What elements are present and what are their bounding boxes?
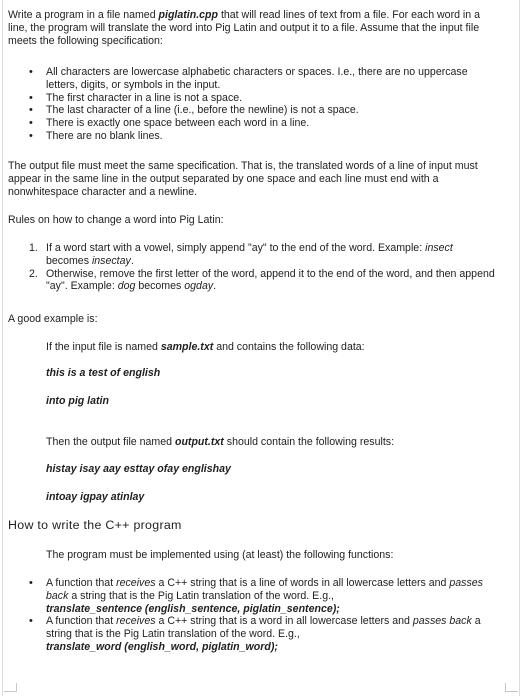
corner-mark-right: [505, 683, 518, 692]
intro-text-2: that will read lines of text from a file. For each word in a line, the program will translate the word into Pig Latin and output it to a file. Assume that the input file meets the following specification:: [8, 9, 481, 47]
spec-item: • There are no blank lines.: [46, 130, 486, 143]
rule-text: .: [130, 254, 134, 267]
output-spec-paragraph: The output file must meet the same specification. That is, the translated words of a line of input must appear in the same line in the output separated by one space and each line must end with a nonwhitespace character and a newline.: [8, 160, 478, 198]
page-right-edge: [519, 0, 520, 696]
rule-example-result: insectay: [91, 254, 131, 267]
output-note-text-2: should contain the following results:: [223, 436, 395, 448]
corner-mark-left: [4, 683, 17, 692]
function-item: [46, 615, 496, 653]
rules-heading: Rules on how to change a word into Pig Latin:: [8, 214, 224, 226]
function-code: translate_sentence (english_sentence, piglatin_sentence);: [46, 602, 340, 615]
output-note: [46, 436, 496, 449]
rule-text: If a word start with a vowel, simply append "ay" to the end of the word. Example:: [46, 242, 426, 254]
rule-text: becomes: [46, 254, 92, 267]
intro-text-1: Write a program in a file named: [8, 9, 159, 21]
rule-text: .: [213, 280, 217, 293]
input-note-text-1: If the input file is named: [46, 341, 161, 353]
rule-example-word: dog: [117, 280, 136, 293]
input-filename: sample.txt: [160, 341, 214, 353]
functions-list: [46, 577, 496, 654]
intro-paragraph: [8, 9, 498, 47]
function-text: a string that is the Pig Latin translation of the word. E.g.,: [68, 589, 334, 602]
rule-item: [29, 242, 496, 268]
function-text: a C++ string that is a word in all lowercase letters and: [155, 615, 413, 628]
input-line: this is a test of english: [46, 367, 161, 379]
function-text: A function that: [46, 615, 117, 628]
input-note: [46, 341, 496, 354]
spec-item: • The first character in a line is not a space.: [46, 92, 486, 105]
rule-example-result: ogday: [184, 280, 214, 293]
rule-item: [29, 267, 496, 294]
function-emphasis: receives: [116, 577, 156, 589]
function-text: A function that: [46, 577, 117, 589]
function-emphasis: passes back: [46, 577, 483, 602]
intro-filename: piglatin.cpp: [158, 9, 218, 21]
rule-example-word: insect: [425, 242, 453, 254]
rule-text: Otherwise, remove the first letter of the word, append it to the end of the word, and then append "ay". Example:: [46, 267, 495, 293]
input-note-text-2: and contains the following data:: [213, 341, 365, 353]
function-text: a string that is the Pig Latin translation of the word. E.g.,: [46, 615, 481, 641]
rule-number: 2.: [29, 267, 38, 280]
spec-item: • All characters are lowercase alphabetic characters or spaces. I.e., there are no uppercase letters, digits, or symbols in the input.: [46, 66, 486, 92]
function-code: translate_word (english_word, piglatin_word);: [46, 640, 278, 653]
output-filename: output.txt: [174, 436, 224, 448]
rule-text: becomes: [135, 280, 185, 293]
spec-list: [46, 66, 486, 143]
output-note-text-1: Then the output file named: [46, 436, 175, 448]
function-emphasis: receives: [116, 615, 156, 628]
page-left-edge: [2, 0, 3, 696]
functions-intro: The program must be implemented using (at least) the following functions:: [46, 549, 394, 561]
rule-number: 1.: [29, 242, 38, 254]
spec-item: • There is exactly one space between each word in a line.: [46, 117, 486, 130]
rules-list: [29, 242, 496, 293]
howto-heading: How to write the C++ program: [8, 518, 182, 532]
spec-item: • The last character of a line (i.e., before the newline) is not a space.: [46, 104, 486, 117]
output-line: histay isay aay esttay ofay englishay: [46, 463, 231, 475]
function-emphasis: passes back: [412, 615, 472, 628]
function-text: a C++ string that is a line of words in all lowercase letters and: [155, 577, 450, 589]
input-line: into pig latin: [46, 395, 109, 407]
function-item: [46, 577, 496, 615]
output-line: intoay igpay atinlay: [46, 491, 145, 503]
example-heading: A good example is:: [8, 313, 98, 325]
